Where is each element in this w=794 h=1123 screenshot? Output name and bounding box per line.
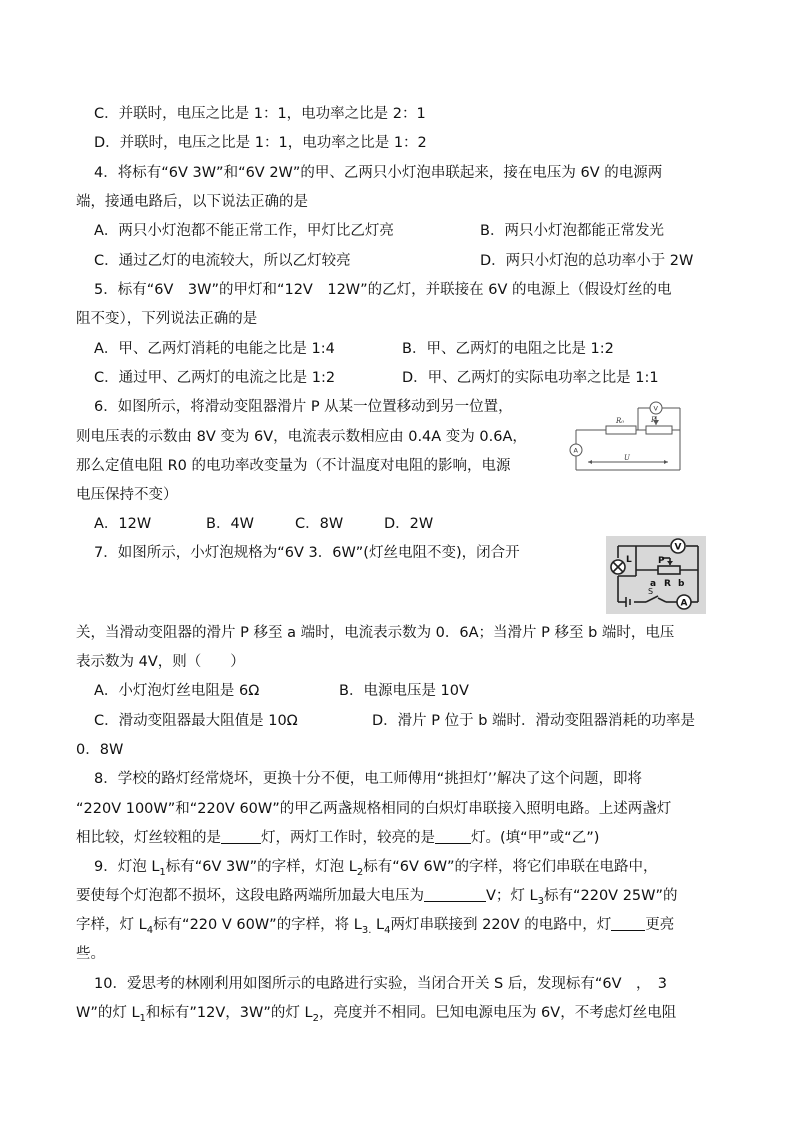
q6-option-a: A．12W bbox=[94, 516, 152, 532]
q10-subscript: 1 bbox=[139, 1012, 146, 1024]
q9-line1 bbox=[94, 857, 658, 883]
q9-text: 更亮 bbox=[645, 917, 675, 933]
q6-circuit-diagram bbox=[566, 398, 690, 478]
q9-text: 标有“6V 3W”的字样，灯泡 L bbox=[165, 859, 357, 875]
q7-fig-v-label: V bbox=[674, 542, 682, 553]
q9-text: 标有“220V 25W”的 bbox=[543, 888, 678, 904]
q9-text: 标有“220 V 60W”的字样，将 L bbox=[153, 917, 362, 933]
q6-stem-line1: 6．如图所示，将滑动变阻器滑片 P 从某一位置移动到另一位置， bbox=[94, 399, 513, 415]
q10-text: 和标有”12V，3W”的灯 L bbox=[145, 1005, 313, 1021]
q7-fig-b-end-label: b bbox=[678, 579, 685, 589]
q9-subscript: 2 bbox=[356, 866, 364, 878]
q9-text: V；灯 L bbox=[486, 888, 538, 904]
q4-option-c: C．通过乙灯的电流较大，所以乙灯较亮 bbox=[94, 253, 351, 269]
q4-option-b: B．两只小灯泡都能正常发光 bbox=[480, 223, 664, 239]
q7-option-d: D．滑片 P 位于 b 端时．滑动变阻器消耗的功率是 bbox=[372, 713, 696, 729]
q4-stem-line2: 端，接通电路后，以下说法正确的是 bbox=[76, 194, 308, 210]
q8-line3-part3: 灯。(填“甲”或“乙”) bbox=[471, 830, 600, 846]
q8-blank-2[interactable] bbox=[435, 829, 471, 844]
q7-option-d-continued: 0．8W bbox=[76, 742, 124, 758]
q9-subscript: 4 bbox=[384, 924, 391, 936]
q4-option-d: D．两只小灯泡的总功率小于 2W bbox=[480, 253, 694, 269]
q8-line1: 8．学校的路灯经常烧坏，更换十分不便，电工师傅用“挑担灯’’解决了这个问题，即将 bbox=[94, 771, 642, 787]
q6-stem-line4: 电压保持不变） bbox=[76, 487, 178, 503]
q9-blank-2[interactable] bbox=[611, 916, 645, 931]
q7-circuit-diagram bbox=[606, 536, 706, 614]
q8-line3-part1: 相比较，灯丝较粗的是 bbox=[76, 830, 221, 846]
q7-stem-line1: 7．如图所示，小灯泡规格为“6V 3．6W”(灯丝电阻不变)，闭合开 bbox=[94, 545, 520, 561]
q9-text: 两灯串联接到 220V 的电路中，灯 bbox=[390, 917, 612, 933]
q6-fig-r0-label: R₀ bbox=[616, 417, 625, 425]
q6-fig-u-label: U bbox=[624, 454, 630, 462]
q7-fig-s-label: S bbox=[648, 587, 654, 596]
q9-subscript: 1 bbox=[159, 866, 166, 878]
q5-option-b: B．甲、乙两灯的电阻之比是 1:2 bbox=[402, 341, 614, 357]
q5-option-c: C．通过甲、乙两灯的电流之比是 1:2 bbox=[94, 370, 336, 386]
q8-line2: “220V 100W”和“220V 60W”的甲乙两盏规格相同的白炽灯串联接入照明电路。上述两盏灯 bbox=[76, 801, 672, 817]
q7-fig-p-label: P bbox=[658, 556, 665, 566]
q6-option-d: D．2W bbox=[384, 516, 434, 532]
q8-line3-part2: 灯，两灯工作时，较亮的是 bbox=[261, 830, 435, 846]
q6-fig-p-label: P bbox=[651, 416, 656, 424]
q10-text: ，亮度并不相同。巳知电源电压为 6V，不考虑灯丝电阻 bbox=[318, 1005, 677, 1021]
q8-blank-1[interactable] bbox=[221, 829, 261, 844]
q9-text: L bbox=[371, 917, 385, 933]
q4-option-a: A．两只小灯泡都不能正常工作，甲灯比乙灯亮 bbox=[94, 223, 394, 239]
q9-text: 字样，灯 L bbox=[76, 917, 147, 933]
q10-subscript: 2 bbox=[312, 1012, 319, 1024]
q10-line2 bbox=[76, 1003, 676, 1029]
q9-subscript: 3 bbox=[537, 895, 544, 907]
q9-subscript: 4 bbox=[146, 924, 154, 936]
q6-stem-line3: 那么定值电阻 R0 的电功率改变量为（不计温度对电阻的影响，电源 bbox=[76, 458, 511, 474]
q5-stem-line1: 5．标有“6V 3W”的甲灯和“12V 12W”的乙灯，并联接在 6V 的电源上（假设灯丝的电 bbox=[94, 282, 672, 298]
q6-fig-a-label: A bbox=[573, 446, 578, 455]
q9-blank-1[interactable] bbox=[424, 887, 486, 902]
q5-option-d: D．甲、乙两灯的实际电功率之比是 1:1 bbox=[402, 370, 659, 386]
q9-line4: 些。 bbox=[76, 946, 105, 962]
q7-stem-line3: 表示数为 4V，则（ ） bbox=[76, 654, 245, 670]
q6-option-c: C．8W bbox=[295, 516, 344, 532]
q3-option-c: C．并联时，电压之比是 1：1，电功率之比是 2：1 bbox=[94, 106, 426, 122]
q9-line2 bbox=[76, 886, 678, 912]
q9-line3 bbox=[76, 915, 674, 941]
q10-line1: 10．爱思考的林刚利用如图所示的电路进行实验，当闭合开关 S 后，发现标有“6V ， 3 bbox=[94, 976, 668, 992]
q9-text: 标有“6V 6W”的字样，将它们串联在电路中， bbox=[363, 859, 658, 875]
q7-fig-ammeter-label: A bbox=[680, 598, 688, 609]
q5-option-a: A．甲、乙两灯消耗的电能之比是 1:4 bbox=[94, 341, 335, 357]
q7-option-a: A．小灯泡灯丝电阻是 6Ω bbox=[94, 683, 260, 699]
q6-option-b: B．4W bbox=[206, 516, 255, 532]
q7-fig-r-label: R bbox=[664, 579, 671, 589]
q4-stem-line1: 4．将标有“6V 3W”和“6V 2W”的甲、乙两只小灯泡串联起来，接在电压为 6V 的电源两 bbox=[94, 165, 663, 181]
q3-option-d: D．并联时，电压之比是 1：1，电功率之比是 1：2 bbox=[94, 135, 427, 151]
q10-text: W”的灯 L bbox=[76, 1005, 140, 1021]
q6-fig-v-label: V bbox=[653, 404, 658, 413]
q7-stem-line2: 关，当滑动变阻器的滑片 P 移至 a 端时，电流表示数为 0．6A；当滑片 P 移至 b 端时，电压 bbox=[76, 625, 675, 641]
q9-text: 要使每个灯泡都不损坏，这段电路两端所加最大电压为 bbox=[76, 888, 424, 904]
q8-line3 bbox=[76, 828, 599, 848]
q7-fig-a-end-label: a bbox=[650, 579, 657, 589]
q7-option-b: B．电源电压是 10V bbox=[339, 683, 469, 699]
q5-stem-line2: 阻不变），下列说法正确的是 bbox=[76, 311, 258, 327]
q9-text: 9．灯泡 L bbox=[94, 859, 160, 875]
q9-subscript: 3. bbox=[361, 924, 372, 936]
q7-option-c: C．滑动变阻器最大阻值是 10Ω bbox=[94, 713, 298, 729]
q7-fig-l-label: L bbox=[626, 555, 632, 565]
q6-stem-line2: 则电压表的示数由 8V 变为 6V，电流表示数相应由 0.4A 变为 0.6A， bbox=[76, 429, 527, 445]
